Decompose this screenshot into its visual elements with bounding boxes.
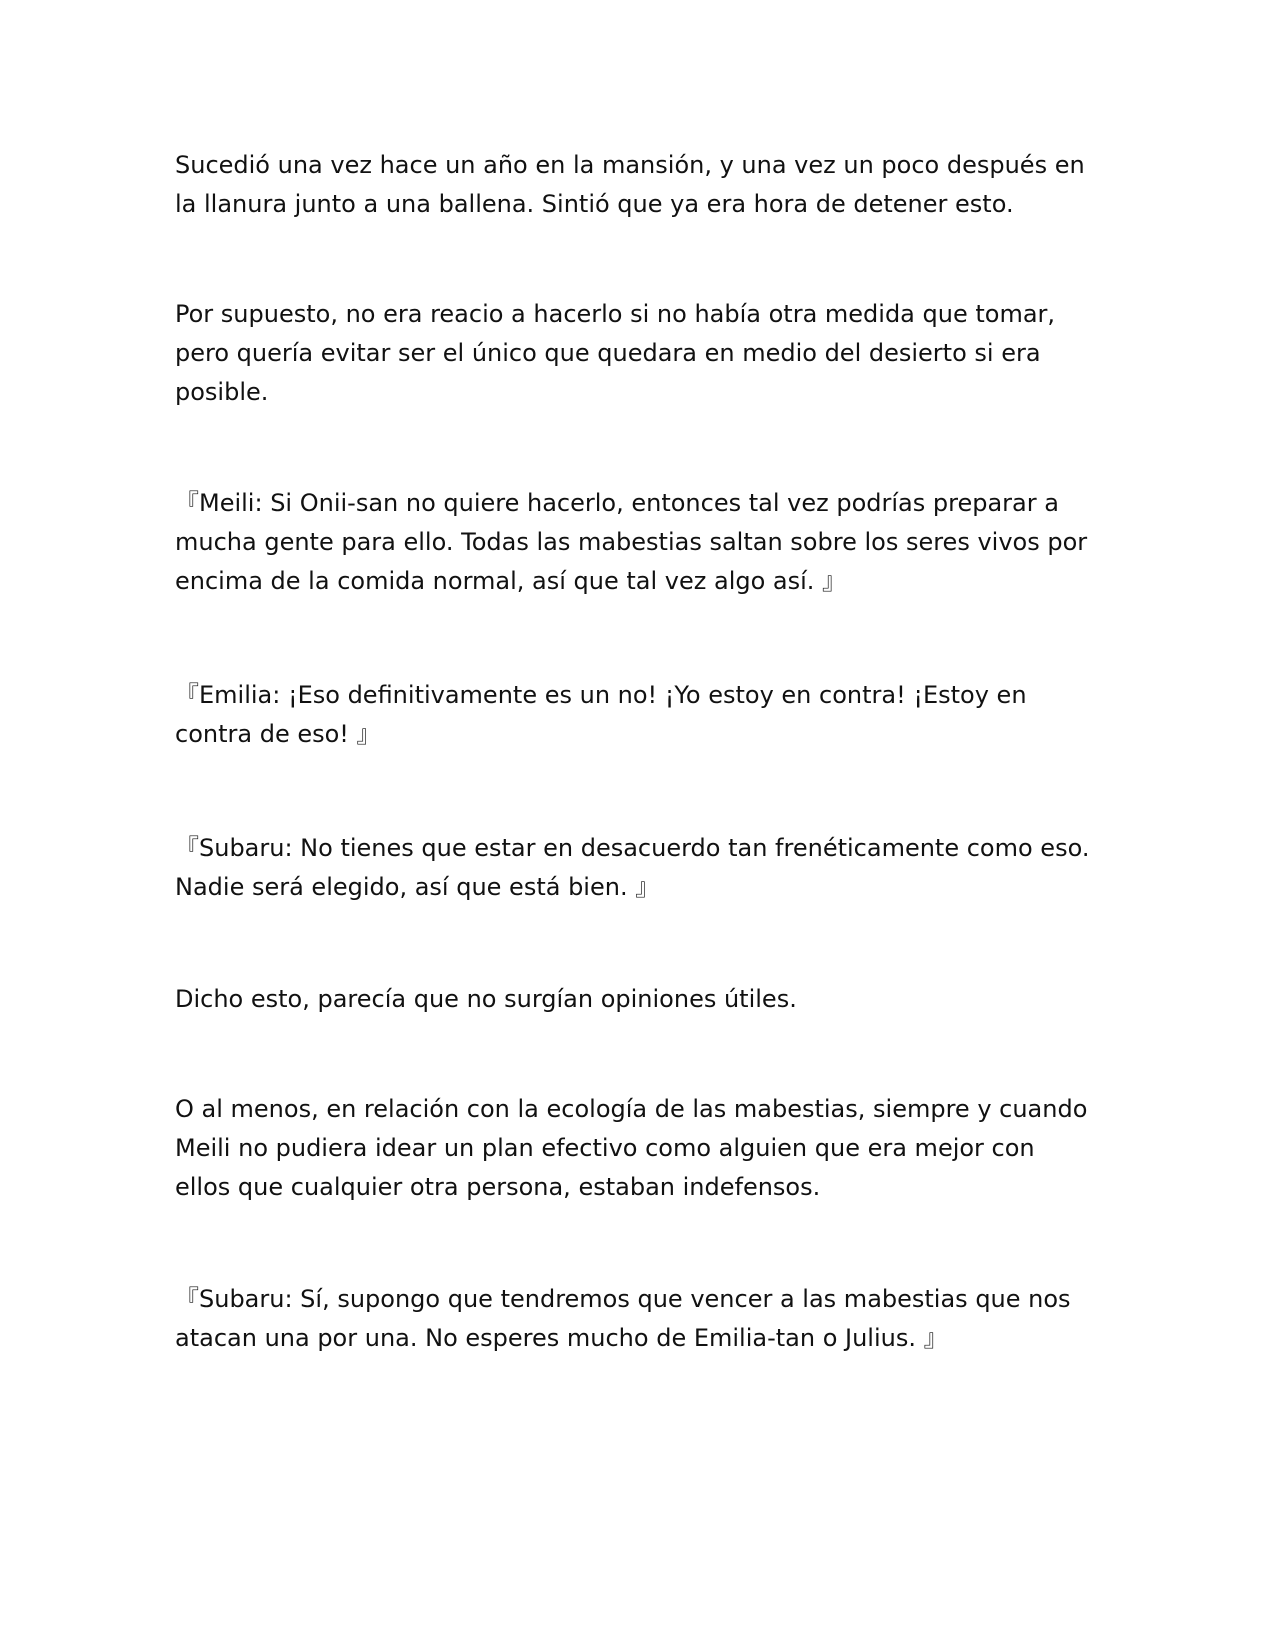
- paragraph-dialogue-subaru: 『Subaru: No tienes que estar en desacuerdo tan frenéticamente como eso. Nadie será elegido, así que está bien. 』: [175, 834, 1090, 901]
- paragraph-narration: O al menos, en relación con la ecología de las mabestias, siempre y cuando Meili no pudiera idear un plan efectivo como alguien que era mejor con ellos que cualquier otra persona, estaban indefensos.: [175, 1095, 1088, 1201]
- paragraph-dialogue-subaru: 『Subaru: Sí, supongo que tendremos que vencer a las mabestias que nos atacan una por una. No esperes mucho de Emilia-tan o Julius. 』: [175, 1285, 1071, 1352]
- paragraph-dialogue-meili: 『Meili: Si Onii-san no quiere hacerlo, entonces tal vez podrías preparar a mucha gente para ello. Todas las mabestias saltan sobre los seres vivos por encima de la comida normal, así que tal vez algo así. 』: [175, 489, 1088, 595]
- paragraph-narration: Dicho esto, parecía que no surgían opiniones útiles.: [175, 985, 797, 1013]
- paragraph-narration: Por supuesto, no era reacio a hacerlo si no había otra medida que tomar, pero quería evitar ser el único que quedara en medio del desierto si era posible.: [175, 300, 1056, 406]
- paragraph-dialogue-emilia: 『Emilia: ¡Eso definitivamente es un no! ¡Yo estoy en contra! ¡Estoy en contra de eso! 』: [175, 681, 1027, 748]
- paragraph-narration: Sucedió una vez hace un año en la mansión, y una vez un poco después en la llanura junto a una ballena. Sintió que ya era hora de detener esto.: [175, 151, 1085, 218]
